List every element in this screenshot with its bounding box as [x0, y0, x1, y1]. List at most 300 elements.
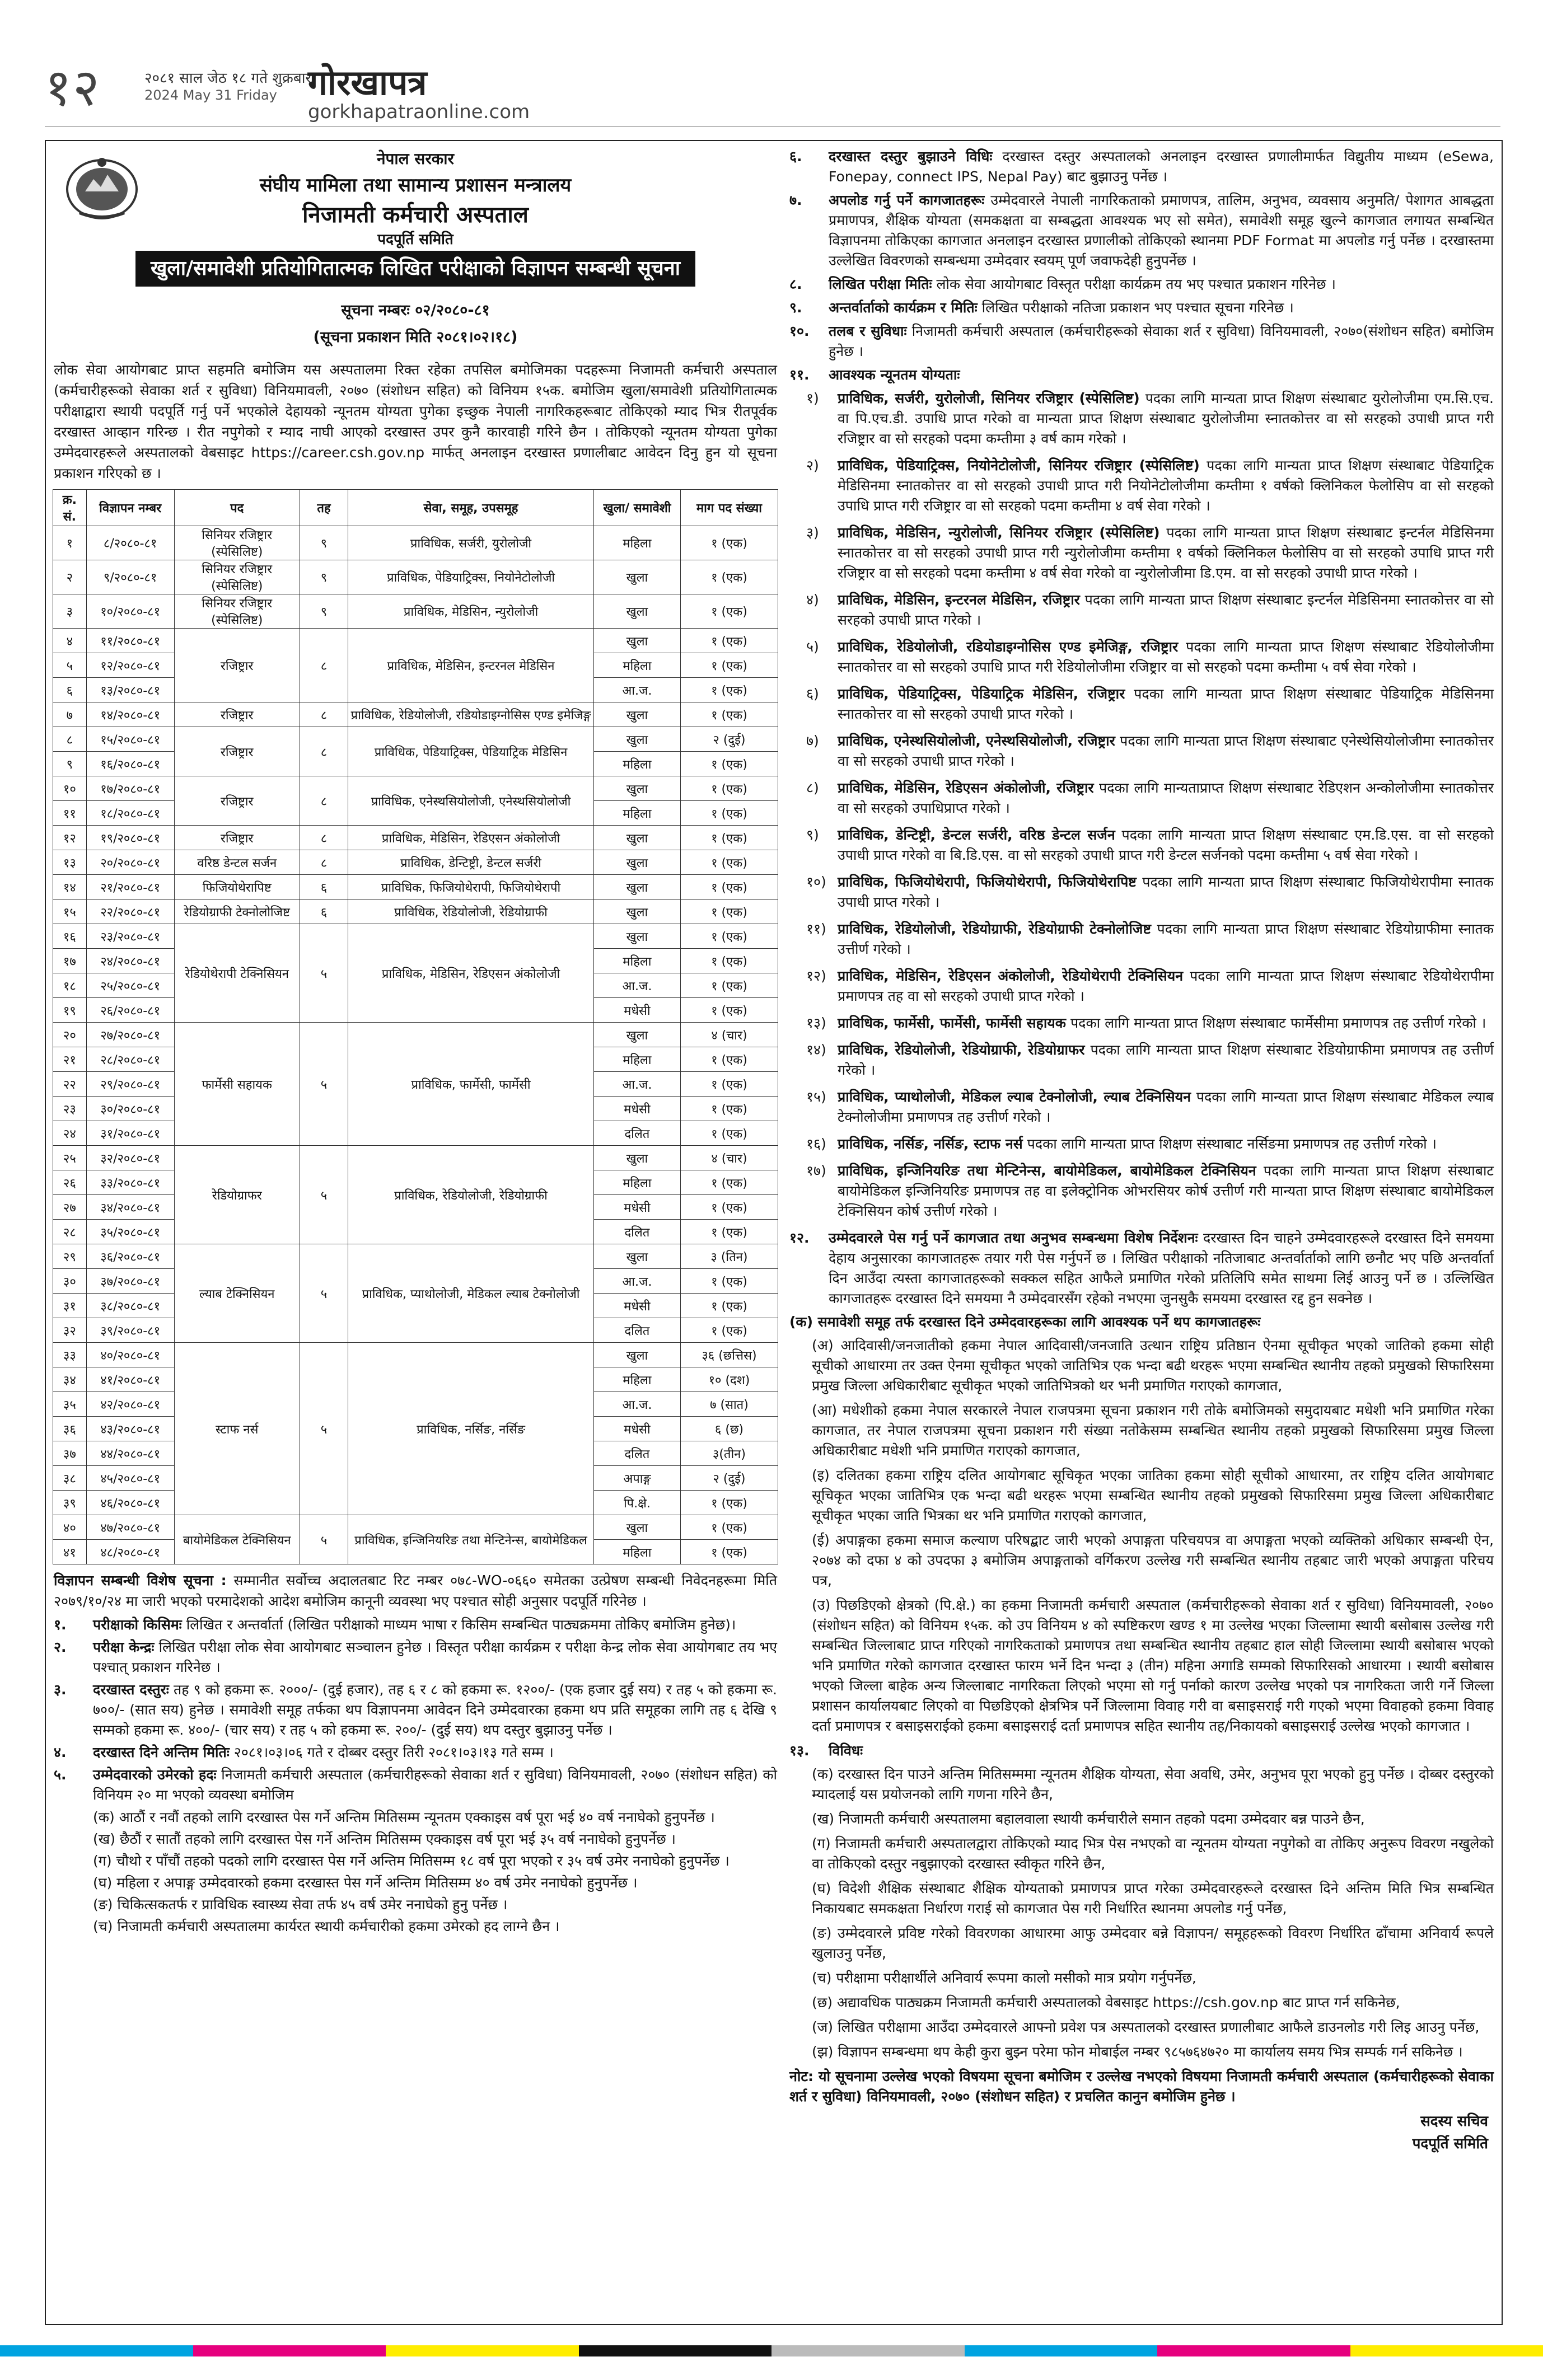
table-cell: प्राविधिक, रेडियोलोजी, रडियोडाइग्नोसिस एण्ड इमेजिङ्ग	[348, 702, 594, 727]
table-cell: १७	[53, 949, 87, 973]
table-cell: १ (एक)	[680, 1121, 778, 1146]
table-cell: २०	[53, 1023, 87, 1047]
table-cell: १६	[53, 924, 87, 949]
table-cell: ८	[300, 776, 348, 826]
table-cell: २०/२०८०-८१	[86, 850, 174, 875]
table-cell: ११/२०८०-८१	[86, 629, 174, 653]
table-cell: १ (एक)	[680, 1318, 778, 1343]
ministry-name: संघीय मामिला तथा सामान्य प्रशासन मन्त्रालय	[259, 174, 572, 196]
table-cell: महिला	[593, 1540, 680, 1564]
special-notice-text: सम्मानीत सर्वोच्च अदालतबाट रिट नम्बर ०७८-WO-०६६० समेतका उत्प्रेषण सम्बन्धी निवेदनहरूमा मिति २०७९/१०/२४ मा जारी भएको परमादेशको आदेश बमोजिम कानूनी व्यवस्था भए पश्चात सोही अनुसार पदपूर्ति गरिनेछ ।	[54, 1572, 777, 1609]
age-rule: (घ) महिला र अपाङ्ग उम्मेदवारको हकमा दरखास्त पेस गर्ने अन्तिम मितिसम्म ४० वर्ष उमेर ननाघेको हुनुपर्नेछ ।	[93, 1875, 638, 1891]
right-column	[789, 147, 1494, 2155]
table-cell: खुला	[593, 727, 680, 752]
table-cell: प्राविधिक, प्याथोलोजी, मेडिकल ल्याब टेक्नोलोजी	[348, 1244, 594, 1343]
table-cell: सिनियर रजिष्ट्रार (स्पेसिलिष्ट)	[174, 526, 300, 560]
table-cell: १५/२०८०-८१	[86, 727, 174, 752]
table-cell: महिला	[593, 1170, 680, 1195]
misc-rule: (ज) लिखित परीक्षामा आउँदा उम्मेदवारले आफ्नो प्रवेश पत्र अस्पतालको दरखास्त प्रणालीबाट आफैले डाउनलोड गरी लिइ आउनु पर्नेछ,	[812, 2019, 1480, 2035]
table-cell: ५	[300, 1244, 348, 1343]
table-cell: २८/२०८०-८१	[86, 1047, 174, 1072]
col-header-adv: विज्ञापन नम्बर	[86, 490, 174, 526]
table-cell: ३४/२०८०-८१	[86, 1195, 174, 1220]
qualification-item: १२) प्राविधिक, मेडिसिन, रेडिएसन अंकोलोजी, रेडियोथेरापी टेक्निसियन पदका लागि मान्यता प्राप्त शिक्षण संस्थाबाट रेडियोथेरापीमा प्रमाणपत्र तह वा सो सरहको उपाधी प्राप्त गरेको ।	[806, 968, 1494, 1004]
table-cell: खुला	[593, 702, 680, 727]
table-cell: खुला	[593, 875, 680, 899]
table-cell: ३६/२०८०-८१	[86, 1244, 174, 1269]
table-cell: १ (एक)	[680, 1097, 778, 1121]
table-cell: दलित	[593, 1318, 680, 1343]
table-cell: १६/२०८०-८१	[86, 752, 174, 776]
list-item: ५. उम्मेदवारको उमेरको हदः निजामती कर्मचारी अस्पताल (कर्मचारीहरूको सेवाका शर्त र सुविधा) विनियमावली, २०७० (संशोधन सहित) को विनियम २० मा भएको व्यवस्था बमोजिम	[54, 1767, 778, 1803]
table-cell: १९/२०८०-८१	[86, 826, 174, 850]
date-english: 2024 May 31 Friday	[144, 87, 277, 103]
qualification-item: ७) प्राविधिक, एनेस्थसियोलोजी, एनेस्थसियोलोजी, रजिष्ट्रार पदका लागि मान्यता प्राप्त शिक्षण संस्थाबाट एनेस्थेसियोलोजीमा स्नातकोत्तर वा सो सरहको उपाधी प्राप्त गरेको ।	[806, 733, 1494, 769]
table-cell: रजिष्ट्रार	[174, 727, 300, 776]
table-cell: १ (एक)	[680, 998, 778, 1023]
table-cell: रजिष्ट्रार	[174, 826, 300, 850]
table-cell: प्राविधिक, मेडिसिन, रेडिएसन अंकोलोजी	[348, 826, 594, 850]
list-item: २. परीक्षा केन्द्रः लिखित परीक्षा लोक सेवा आयोगबाट सञ्चालन हुनेछ । विस्तृत परीक्षा कार्यक्रम र परीक्षा केन्द्र लोक सेवा आयोगबाट तय भए पश्चात् प्रकाशन गरिनेछ ।	[54, 1639, 777, 1675]
table-cell: प्राविधिक, डेन्टिष्ट्री, डेन्टल सर्जरी	[348, 850, 594, 875]
table-cell: खुला	[593, 1146, 680, 1170]
table-cell: ४३/२०८०-८१	[86, 1417, 174, 1441]
table-cell: ८	[300, 850, 348, 875]
table-cell: १५	[53, 899, 87, 924]
notice-header	[52, 147, 779, 359]
table-cell: ८	[300, 727, 348, 776]
table-cell: ९	[300, 526, 348, 560]
table-row	[53, 1343, 778, 1367]
table-cell: खुला	[593, 560, 680, 594]
notice-title-banner: खुला/समावेशी प्रतियोगितात्मक लिखित परीक्षाको विज्ञापन सम्बन्धी सूचना	[135, 251, 695, 287]
qualification-item: २) प्राविधिक, पेडियाट्रिक्स, नियोनेटोलोजी, सिनियर रजिष्ट्रार (स्पेसिलिष्ट) पदका लागि मान्यता प्राप्त शिक्षण संस्थाबाट पेडियाट्रिक मेडिसिनमा स्नातकोत्तर वा सो सरहको उपाधी प्राप्त गरी नियोनेटोलोजीमा कम्तीमा १ वर्षको क्लिनिकल फेलोसिप वा सो सरहको उपाधि प्राप्त गरी रजिष्ट्रार वा सो सरहको पदमा कम्तीमा ४ वर्ष सेवा गरेको ।	[806, 457, 1494, 514]
masthead	[45, 50, 1500, 123]
print-registration-bar	[0, 2345, 1543, 2356]
qualification-item: ८) प्राविधिक, मेडिसिन, रेडिएसन अंकोलोजी, रजिष्ट्रार पदका लागि मान्यताप्राप्त शिक्षण संस्थाबाट रेडिएशन अन्कोलोजीमा स्नातकोत्तर वा सो सरहको उपाधिप्राप्त गरेको ।	[806, 780, 1494, 816]
table-cell: २२	[53, 1072, 87, 1097]
table-cell: ३३	[53, 1343, 87, 1367]
table-cell: खुला	[593, 1244, 680, 1269]
table-cell: ७	[53, 702, 87, 727]
table-cell: ४४/२०८०-८१	[86, 1441, 174, 1466]
age-rule: (क) आठौं र नवौं तहको लागि दरखास्त पेस गर्ने अन्तिम मितिसम्म न्यूनतम एक्काइस वर्ष पूरा भई ४० वर्ष ननाघेको हुनुपर्नेछ ।	[93, 1809, 715, 1825]
table-cell: १ (एक)	[680, 875, 778, 899]
table-row	[53, 1023, 778, 1047]
table-cell: ल्याब टेक्निसियन	[174, 1244, 300, 1343]
table-cell: ४	[53, 629, 87, 653]
table-cell: १०	[53, 776, 87, 801]
table-cell: बायोमेडिकल टेक्निसियन	[174, 1515, 300, 1564]
section-ka-heading: (क) समावेशी समूह तर्फ दरखास्त दिने उम्मेदवारहरूका लागि आवश्यक पर्ने थप कागजातहरूः	[789, 1314, 1261, 1330]
special-notice-label: विज्ञापन सम्बन्धी विशेष सूचना :	[54, 1572, 227, 1589]
govt-label: नेपाल सरकार	[376, 149, 455, 168]
table-cell: खुला	[593, 594, 680, 629]
table-cell: ३१/२०८०-८१	[86, 1121, 174, 1146]
table-row	[53, 899, 778, 924]
table-cell: महिला	[593, 801, 680, 826]
col-header-service: सेवा, समूह, उपसमूह	[348, 490, 594, 526]
table-cell: १ (एक)	[680, 1540, 778, 1564]
table-cell: प्राविधिक, नर्सिङ, नर्सिङ	[348, 1343, 594, 1515]
table-cell: ३५/२०८०-८१	[86, 1220, 174, 1244]
table-cell: खुला	[593, 1023, 680, 1047]
table-cell: प्राविधिक, रेडियोलोजी, रेडियोग्राफी	[348, 899, 594, 924]
table-row	[53, 594, 778, 629]
table-cell: ३८/२०८०-८१	[86, 1294, 174, 1318]
table-cell: ३५	[53, 1392, 87, 1417]
date-nepali: २०८१ साल जेठ १८ गते शुक्रबार	[144, 70, 312, 87]
signature-committee: पदपूर्ति समिति	[1412, 2135, 1488, 2152]
table-cell: मधेसी	[593, 1097, 680, 1121]
list-item: ३. दरखास्त दस्तुरः तह ९ को हकमा रू. २०००/- (दुई हजार), तह ६ र ८ को हकमा रू. १२००/- (एक हजार दुई सय) र तह ५ को हकमा रू. ७००/- (सात सय) हुनेछ । समावेशी समूह तर्फका थप विज्ञापनमा आवेदन दिने उम्मेदवारका हकमा थप प्रति समूहका लागि तह ६ देखि ९ सम्मको हकमा रू. ४००/- (चार सय) र तह ५ को हकमा रू. २००/- (दुई सय) थप दस्तुर बुझाउनु पर्नेछ ।	[54, 1681, 777, 1738]
qualification-item: ६) प्राविधिक, पेडियाट्रिक्स, पेडियाट्रिक मेडिसिन, रजिष्ट्रार पदका लागि मान्यता प्राप्त शिक्षण संस्थाबाट पेडियाट्रिक मेडिसिनमा स्नातकोत्तर वा सो सरहको उपाधी प्राप्त गरेको ।	[806, 686, 1494, 722]
table-cell: महिला	[593, 1367, 680, 1392]
table-row	[53, 826, 778, 850]
table-body	[53, 526, 778, 1564]
table-cell: ४ (चार)	[680, 1146, 778, 1170]
left-items	[54, 1615, 777, 1937]
table-cell: १ (एक)	[680, 949, 778, 973]
table-cell: २१/२०८०-८१	[86, 875, 174, 899]
qualification-item: ४) प्राविधिक, मेडिसिन, इन्टरनल मेडिसिन, रजिष्ट्रार पदका लागि मान्यता प्राप्त शिक्षण संस्थाबाट इन्टर्नल मेडिसिनमा स्नातकोत्तर वा सो सरहको उपाधी प्राप्त गरेको ।	[806, 592, 1494, 628]
table-cell: १ (एक)	[680, 801, 778, 826]
table-cell: ४१/२०८०-८१	[86, 1367, 174, 1392]
paper-name: गोरखापत्र	[308, 62, 427, 103]
table-cell: ३०/२०८०-८१	[86, 1097, 174, 1121]
table-cell: सिनियर रजिष्ट्रार (स्पेसिलिष्ट)	[174, 560, 300, 594]
table-cell: ४ (चार)	[680, 1023, 778, 1047]
hospital-name: निजामती कर्मचारी अस्पताल	[302, 202, 529, 228]
table-cell: प्राविधिक, मेडिसिन, इन्टरनल मेडिसिन	[348, 629, 594, 702]
table-cell: दलित	[593, 1220, 680, 1244]
table-cell: १ (एक)	[680, 1195, 778, 1220]
table-cell: ३ (तिन)	[680, 1244, 778, 1269]
table-cell: ६	[53, 678, 87, 702]
table-row	[53, 1515, 778, 1540]
doc-requirement: (आ) मधेशीको हकमा नेपाल सरकारले नेपाल राजपत्रमा सूचना प्रकाशन गरी तोके बमोजिमको समुदायबाट मधेशी भनि प्रमाणित गरेका कागजात, तर नेपाल राजपत्रमा सूचना प्रकाशन गरी संख्या नतोकेसम्म सम्बन्धित स्थानीय तहको प्रमुखको सिफारिसमा प्रमुख जिल्ला अधिकारीबाट मधेशी भनि प्रमाणित गराएको कागजात,	[812, 1402, 1494, 1459]
table-cell: १ (एक)	[680, 702, 778, 727]
page-number: १२	[45, 58, 101, 118]
table-cell: प्राविधिक, रेडियोलोजी, रेडियोग्राफी	[348, 1146, 594, 1244]
misc-rule: (च) परीक्षामा परीक्षार्थीले अनिवार्य रूपमा कालो मसीको मात्र प्रयोग गर्नुपर्नेछ,	[812, 1970, 1196, 1986]
col-header-post: पद	[174, 490, 300, 526]
table-cell: महिला	[593, 653, 680, 678]
left-column	[52, 147, 779, 1938]
table-cell: ४०	[53, 1515, 87, 1540]
qualification-item: ५) प्राविधिक, रेडियोलोजी, रडियोडाइग्नोसिस एण्ड इमेजिङ्ग, रजिष्ट्रार पदका लागि मान्यता प्राप्त शिक्षण संस्थाबाट रेडियोलोजीमा स्नातकोत्तर वा सो सरहको उपाधि प्राप्त गरी रेडियोलोजीमा रजिष्ट्रार वा सो सरहको पदमा कम्तीमा ५ वर्ष सेवा गरेको ।	[806, 639, 1494, 675]
table-cell: ४७/२०८०-८१	[86, 1515, 174, 1540]
table-cell: खुला	[593, 826, 680, 850]
table-cell: १२/२०८०-८१	[86, 653, 174, 678]
table-cell: ३३/२०८०-८१	[86, 1170, 174, 1195]
table-cell: सिनियर रजिष्ट्रार (स्पेसिलिष्ट)	[174, 594, 300, 629]
table-cell: रजिष्ट्रार	[174, 702, 300, 727]
table-cell: २ (दुई)	[680, 727, 778, 752]
list-item: ४. दरखास्त दिने अन्तिम मितिः २०८१।०३।०६ गते र दोब्बर दस्तुर तिरी २०८१।०३।१३ गते सम्म ।	[54, 1744, 554, 1760]
table-cell: आ.ज.	[593, 1269, 680, 1294]
table-cell: दलित	[593, 1121, 680, 1146]
qualifications-list	[789, 388, 1494, 1221]
table-cell: २५	[53, 1146, 87, 1170]
qualification-item: १७) प्राविधिक, इन्जिनियरिङ तथा मेन्टिनेन्स, बायोमेडिकल, बायोमेडिकल टेक्निसियन पदका लागि मान्यता प्राप्त शिक्षण संस्थाबाट बायोमेडिकल इन्जिनियरिङ प्रमाणपत्र तह वा इलेक्ट्रोनिक ओभरसियर कोर्ष उत्तीर्ण गरी मान्यता प्राप्त शिक्षण संस्थाबाट बायोमेडिकल टेक्निसियन कोर्ष उत्तीर्ण गरेको ।	[806, 1163, 1494, 1219]
table-cell: प्राविधिक, मेडिसिन, रेडिएसन अंकोलोजी	[348, 924, 594, 1023]
table-cell: १७/२०८०-८१	[86, 776, 174, 801]
doc-requirement: (इ) दलितका हकमा राष्ट्रिय दलित आयोगबाट सूचिकृत भएका जातिका हकमा सोही सूचीको आधारमा, तर राष्ट्रिय दलित आयोगबाट सूचिकृत भएका जातिभित्र एक भन्दा बढी थरहरू भएमा सम्बन्धित स्थानीय तहको प्रमुखको सिफारिसमा प्रमुख जिल्ला अधिकारीबाट सूचीकृत भएका जाति भित्रका थर भनि प्रमाणित गराएको कागजात,	[812, 1467, 1494, 1524]
table-header-row	[53, 490, 778, 526]
age-rule: (ङ) चिकित्सकतर्फ र प्राविधिक स्वास्थ्य सेवा तर्फ ४५ वर्ष उमेर ननाघेको हुनु पर्नेछ ।	[93, 1896, 508, 1913]
table-cell: ३६	[53, 1417, 87, 1441]
table-cell: ३(तीन)	[680, 1441, 778, 1466]
misc-rule: (ग) निजामती कर्मचारी अस्पतालद्वारा तोकिएको म्याद भित्र पेस नभएको वा न्यूनतम योग्यता नपुगेको वा तोकिए अनुरूप विवरण नखुलेको वा तोकिएको दस्तुर नबुझाएको दरखास्त स्वीकृत गरिने छैन,	[812, 1835, 1494, 1872]
table-cell: ४६/२०८०-८१	[86, 1491, 174, 1515]
table-cell: ९/२०८०-८१	[86, 560, 174, 594]
col-header-sn: क्र. सं.	[53, 490, 87, 526]
age-rule: (ख) छैठौं र सातौं तहको लागि दरखास्त पेस गर्ने अन्तिम मितिसम्म एक्काइस वर्ष पूरा भई ३५ वर्ष ननाघेको हुनुपर्नेछ ।	[93, 1831, 676, 1847]
table-cell: ६	[300, 875, 348, 899]
intro-paragraph: लोक सेवा आयोगबाट प्राप्त सहमति बमोजिम यस अस्पतालमा रिक्त रहेका तपसिल बमोजिमका पदहरूमा निजामती कर्मचारी अस्पताल (कर्मचारीहरूको सेवाका शर्त र सुविधा) विनियमावली, २०७० (संशोधन सहित) को विनियम १५क. बमोजिम खुला/समावेशी प्रतियोगितात्मक परीक्षाद्वारा स्थायी पदपूर्ति गर्नु पर्ने भएकोले देहायको न्यूनतम योग्यता पुगेका इच्छुक नेपाली नागरिकहरूबाट तोकिएको म्याद भित्र रीतपूर्वक दरखास्त आव्हान गरिन्छ । रीत नपुगेको र म्याद नाघी आएको दरखास्त उपर कुनै कारवाही गरिने छैन । तोकिएको न्यूनतम योग्यता पुगेका उम्मेदवारहरूले अस्पतालको वेबसाइट https://career.csh.gov.np मार्फत् अनलाइन दरखास्त प्रणालीबाट आवेदन दिनु हुन यो सूचना प्रकाशन गरिएको छ ।	[54, 362, 777, 481]
table-cell: खुला	[593, 1515, 680, 1540]
table-cell: ५	[300, 1146, 348, 1244]
notice-date: (सूचना प्रकाशन मिति २०८१।०२।१८)	[313, 329, 518, 346]
table-cell: ८	[300, 826, 348, 850]
table-cell: रजिष्ट्रार	[174, 629, 300, 702]
qualification-item: १४) प्राविधिक, रेडियोलोजी, रेडियोग्राफी, रेडियोग्राफर पदका लागि मान्यता प्राप्त शिक्षण संस्थाबाट रेडियोग्राफीमा प्रमाणपत्र तह उत्तीर्ण गरेको ।	[806, 1042, 1494, 1078]
table-cell: ११	[53, 801, 87, 826]
table-cell: प्राविधिक, मेडिसिन, न्युरोलोजी	[348, 594, 594, 629]
table-cell: १ (एक)	[680, 594, 778, 629]
table-cell: मधेसी	[593, 1195, 680, 1220]
table-cell: प्राविधिक, फिजियोथेरापी, फिजियोथेरापी	[348, 875, 594, 899]
notice-number: सूचना नम्बरः ०२/२०८०-८१	[341, 302, 490, 319]
table-cell: ४२/२०८०-८१	[86, 1392, 174, 1417]
table-cell: २९/२०८०-८१	[86, 1072, 174, 1097]
table-cell: १९	[53, 998, 87, 1023]
table-cell: प्राविधिक, इन्जिनियरिङ तथा मेन्टिनेन्स, बायोमेडिकल	[348, 1515, 594, 1564]
table-cell: १ (एक)	[680, 1047, 778, 1072]
table-cell: पि.क्षे.	[593, 1491, 680, 1515]
table-cell: खुला	[593, 629, 680, 653]
table-row	[53, 727, 778, 752]
table-cell: २६	[53, 1170, 87, 1195]
table-cell: १ (एक)	[680, 560, 778, 594]
qualification-item: १०) प्राविधिक, फिजियोथेरापी, फिजियोथेरापी, फिजियोथेरापिष्ट पदका लागि मान्यता प्राप्त शिक्षण संस्थाबाट फिजियोथेरापीमा स्नातक उपाधी प्राप्त गरेको ।	[806, 874, 1494, 910]
table-cell: महिला	[593, 526, 680, 560]
col-header-group: खुला/ समावेशी	[593, 490, 680, 526]
table-cell: ८	[53, 727, 87, 752]
table-cell: ९	[300, 560, 348, 594]
qualification-item: ९) प्राविधिक, डेन्टिष्ट्री, डेन्टल सर्जरी, वरिष्ठ डेन्टल सर्जन पदका लागि मान्यता प्राप्त शिक्षण संस्थाबाट एम.डि.एस. वा सो सरहको उपाधी प्राप्त गरेको वा बि.डि.एस. वा सो सरहको उपाधी प्राप्त गरी डेन्टल सर्जनको पदमा कम्तीमा ५ वर्ष सेवा गरेको ।	[806, 827, 1494, 863]
list-item: ७. अपलोड गर्नु पर्ने कागजातहरूः उम्मेदवारले नेपाली नागरिकताको प्रमाणपत्र, तालिम, अनुभव, व्यवसाय अनुमति/ पेशागत आबद्धता प्रमाणपत्र, शैक्षिक योग्यता (समकक्षता वा सम्बद्धता आवश्यक भए सो समेत), समावेशी समूह खुल्ने कागजात लगायत सम्बन्धित विज्ञापनमा तोकिएका कागजात अनलाइन दरखास्त प्रणालीको तोकिएको स्थानमा PDF Format मा अपलोड गर्नु पर्नेछ । दरखास्तमा उल्लेखित विवरणको सम्बन्धमा उम्मेदवार स्वयम् पूर्ण जवाफदेही हुनुपर्नेछ ।	[789, 192, 1494, 269]
table-cell: २९	[53, 1244, 87, 1269]
misc-rule: (ङ) उम्मेदवारले प्रविष्ट गरेको विवरणका आधारमा आफु उम्मेदवार बन्ने विज्ञापन/ समूहहरूको विवरण निर्धारित ढाँचामा अनिवार्य रूपले खुलाउनु पर्नेछ,	[812, 1925, 1494, 1961]
table-cell: ६ (छ)	[680, 1417, 778, 1441]
list-item: १. परीक्षाको किसिमः लिखित र अन्तर्वार्ता (लिखित परीक्षाको माध्यम भाषा र किसिम सम्बन्धित पाठ्यक्रममा तोकिए बमोजिम हुनेछ)।	[54, 1617, 736, 1633]
table-cell: ३	[53, 594, 87, 629]
table-cell: प्राविधिक, एनेस्थसियोलोजी, एनेस्थसियोलोजी	[348, 776, 594, 826]
qualification-item: ११) प्राविधिक, रेडियोलोजी, रेडियोग्राफी, रेडियोग्राफी टेक्नोलोजिष्ट पदका लागि मान्यता प्राप्त शिक्षण संस्थाबाट रेडियोग्राफीमा स्नातक उत्तीर्ण गरेको ।	[806, 921, 1494, 957]
table-cell: खुला	[593, 924, 680, 949]
table-cell: १ (एक)	[680, 973, 778, 998]
list-item: ९. अन्तर्वार्ताको कार्यक्रम र मितिः लिखित परीक्षाको नतिजा प्रकाशन भए पश्चात सूचना गरिनेछ ।	[789, 299, 1294, 316]
table-cell: २७/२०८०-८१	[86, 1023, 174, 1047]
list-item: ८. लिखित परीक्षा मितिः लोक सेवा आयोगबाट विस्तृत परीक्षा कार्यक्रम तय भए पश्चात प्रकाशन गरिनेछ ।	[789, 276, 1336, 292]
table-cell: १	[53, 526, 87, 560]
table-cell: ८/२०८०-८१	[86, 526, 174, 560]
table-cell: आ.ज.	[593, 678, 680, 702]
table-cell: १० (दश)	[680, 1367, 778, 1392]
table-cell: आ.ज.	[593, 1072, 680, 1097]
table-cell: प्राविधिक, फार्मेसी, फार्मेसी	[348, 1023, 594, 1146]
table-cell: ३८	[53, 1466, 87, 1491]
table-cell: ६	[300, 899, 348, 924]
table-row	[53, 702, 778, 727]
table-cell: २२/२०८०-८१	[86, 899, 174, 924]
table-row	[53, 924, 778, 949]
col-header-seats: माग पद संख्या	[680, 490, 778, 526]
table-cell: ८	[300, 629, 348, 702]
table-cell: १३	[53, 850, 87, 875]
table-cell: ४५/२०८०-८१	[86, 1466, 174, 1491]
signature-title: सदस्य सचिव	[1420, 2113, 1488, 2130]
table-cell: खुला	[593, 776, 680, 801]
table-cell: १ (एक)	[680, 1269, 778, 1294]
table-row	[53, 1146, 778, 1170]
table-cell: महिला	[593, 949, 680, 973]
table-cell: १३/२०८०-८१	[86, 678, 174, 702]
list-item: ११. आवश्यक न्यूनतम योग्यताः	[789, 367, 960, 383]
table-cell: प्राविधिक, सर्जरी, युरोलोजी	[348, 526, 594, 560]
table-cell: ३६ (छत्तिस)	[680, 1343, 778, 1367]
masthead-divider	[45, 126, 1500, 127]
table-cell: १ (एक)	[680, 1072, 778, 1097]
table-cell: ३२	[53, 1318, 87, 1343]
table-cell: २ (दुई)	[680, 1466, 778, 1491]
table-cell: महिला	[593, 1047, 680, 1072]
table-cell: १ (एक)	[680, 678, 778, 702]
list-item: १३. विविधः	[789, 1742, 863, 1759]
table-cell: प्राविधिक, पेडियाट्रिक्स, पेडियाट्रिक मेडिसिन	[348, 727, 594, 776]
table-cell: मधेसी	[593, 1417, 680, 1441]
table-cell: १ (एक)	[680, 1491, 778, 1515]
table-cell: १ (एक)	[680, 1170, 778, 1195]
table-cell: १ (एक)	[680, 653, 778, 678]
table-cell: दलित	[593, 1441, 680, 1466]
table-cell: ५	[300, 924, 348, 1023]
table-cell: ३२/२०८०-८१	[86, 1146, 174, 1170]
misc-rule: (छ) अद्यावधिक पाठ्यक्रम निजामती कर्मचारी अस्पतालको वेबसाइट https://csh.gov.np बाट प्राप्त गर्न सकिनेछ,	[812, 1994, 1400, 2011]
table-cell: २६/२०८०-८१	[86, 998, 174, 1023]
table-cell: १ (एक)	[680, 850, 778, 875]
table-cell: १८/२०८०-८१	[86, 801, 174, 826]
table-cell: मधेसी	[593, 998, 680, 1023]
doc-requirement: (ई) अपाङ्गका हकमा समाज कल्याण परिषद्बाट जारी भएको अपाङ्गता परिचयपत्र वा अपाङ्गता भएको व्यक्तिको अधिकार सम्बन्धी ऐन, २०७४ को दफा ४ को उपदफा ३ बमोजिम अपाङ्गताको वर्गिकरण उल्लेख गरी सम्बन्धित स्थानीय तहबाट जारी भएको अपाङ्गता परिचय पत्र,	[812, 1532, 1494, 1589]
table-cell: आ.ज.	[593, 973, 680, 998]
misc-rule: (क) दरखास्त दिन पाउने अन्तिम मितिसम्ममा न्यूनतम शैक्षिक योग्यता, सेवा अवधि, उमेर, अनुभव पूरा भएको हुनु पर्नेछ । दोब्बर दस्तुरको म्यादलाई यस प्रयोजनको लागि गणना गरिने छैन,	[812, 1766, 1494, 1802]
table-cell: १ (एक)	[680, 526, 778, 560]
table-cell: ५	[300, 1343, 348, 1515]
qualification-item: ३) प्राविधिक, मेडिसिन, न्युरोलोजी, सिनियर रजिष्ट्रार (स्पेसिलिष्ट) पदका लागि मान्यता प्राप्त शिक्षण संस्थाबाट इन्टर्नल मेडिसिनमा स्नातकोत्तर वा सो सरहको उपाधी प्राप्त गरी न्युरोलोजीमा कम्तीमा १ वर्षको क्लिनिकल फेलोसिप वा सो सरहको उपाधि प्राप्त गरी रजिष्ट्रार वा सो सरहको पदमा कम्तीमा ४ वर्ष सेवा गरेको वा न्युरोलोजीमा डि.एम. वा सो सरहको उपाधी प्राप्त गरेको ।	[806, 524, 1494, 581]
table-cell: महिला	[593, 752, 680, 776]
table-cell: १ (एक)	[680, 1294, 778, 1318]
table-cell: प्राविधिक, पेडियाट्रिक्स, नियोनेटोलोजी	[348, 560, 594, 594]
table-cell: १ (एक)	[680, 776, 778, 801]
table-cell: १२	[53, 826, 87, 850]
table-cell: मधेसी	[593, 1294, 680, 1318]
qualification-item: १३) प्राविधिक, फार्मेसी, फार्मेसी, फार्मेसी सहायक पदका लागि मान्यता प्राप्त शिक्षण संस्थाबाट फार्मेसीमा प्रमाणपत्र तह उत्तीर्ण गरेको ।	[806, 1015, 1486, 1031]
table-cell: ८	[300, 702, 348, 727]
table-cell: १ (एक)	[680, 752, 778, 776]
table-cell: २	[53, 560, 87, 594]
table-cell: फार्मेसी सहायक	[174, 1023, 300, 1146]
table-cell: ५	[300, 1515, 348, 1564]
qualification-item: १६) प्राविधिक, नर्सिङ, नर्सिङ, स्टाफ नर्स पदका लागि मान्यता प्राप्त शिक्षण संस्थाबाट नर्सिङमा प्रमाणपत्र तह उत्तीर्ण गरेको ।	[806, 1136, 1437, 1152]
table-row	[53, 526, 778, 560]
table-cell: खुला	[593, 850, 680, 875]
table-cell: १४/२०८०-८१	[86, 702, 174, 727]
doc-requirement: (अ) आदिवासी/जनजातीको हकमा नेपाल आदिवासी/जनजाति उत्थान राष्ट्रिय प्रतिष्ठान ऐनमा सूचीकृत भएको जातिको हकमा सोही सूचीको आधारमा तर उक्त ऐनमा सूचीकृत भएको जातिभित्र एक भन्दा बढी थरहरू भएमा सम्बन्धित स्थानीय तहको प्रमुखको सिफारिसमा प्रमुख जिल्ला अधिकारीबाट सूचीकृत भएको जातिभित्रको थर भनी प्रमाणित गराएको कागजात,	[812, 1337, 1494, 1394]
table-cell: स्टाफ नर्स	[174, 1343, 300, 1515]
table-cell: १ (एक)	[680, 899, 778, 924]
table-cell: ४१	[53, 1540, 87, 1564]
table-cell: रेडियोथेरापी टेक्निसियन	[174, 924, 300, 1023]
special-notice	[54, 1570, 777, 1611]
table-cell: २३/२०८०-८१	[86, 924, 174, 949]
table-cell: २३	[53, 1097, 87, 1121]
table-cell: १ (एक)	[680, 1515, 778, 1540]
vacancy-table	[53, 489, 778, 1564]
list-item: १०. तलब र सुविधाः निजामती कर्मचारी अस्पताल (कर्मचारीहरूको सेवाका शर्त र सुविधा) विनियमावली, २०७०(संशोधन सहित) बमोजिम हुनेछ ।	[789, 323, 1494, 359]
list-item: ६. दरखास्त दस्तुर बुझाउने विधिः दरखास्त दस्तुर अस्पतालको अनलाइन दरखास्त प्रणालीमार्फत विद्युतीय माध्यम (eSewa, Fonepay, connect IPS, Nepal Pay) बाट बुझाउनु पर्नेछ ।	[789, 148, 1494, 185]
list-item: १२. उम्मेदवारले पेस गर्नु पर्ने कागजात तथा अनुभव सम्बन्धमा विशेष निर्देशनः दरखास्त दिन चाहने उम्मेदवारहरूले दरखास्त दिने समयमा देहाय अनुसारका कागजातहरू तयार गरी पेस गर्नुपर्ने छ । लिखित परीक्षाको नतिजाबाट अन्तर्वार्ताको लागि छनौट भए पछि अन्तर्वार्ता दिन आउँदा त्यस्ता कागजातहरूको सक्कल सहित आफैले प्रमाणित गरेको प्रतिलिपि समेत साथमा लिई आउनु पर्ने छ । उल्लिखित कागजातहरू दरखास्त दिने समयमा नै उम्मेदवारसँग रहेको नभएमा जुनसुकै समयमा दरखास्त रद्द हुन सक्नेछ ।	[789, 1230, 1494, 1306]
col-header-level: तह	[300, 490, 348, 526]
table-cell: ३७	[53, 1441, 87, 1466]
table-cell: ४०/२०८०-८१	[86, 1343, 174, 1367]
table-row	[53, 776, 778, 801]
misc-rule: (झ) विज्ञापन सम्बन्धमा थप केही कुरा बुझ्न परेमा फोन मोबाईल नम्बर ९८५७६४७२० मा कार्यालय समय भित्र सम्पर्क गर्न सकिनेछ ।	[812, 2044, 1463, 2060]
signature-block	[789, 2110, 1488, 2155]
table-cell: २८	[53, 1220, 87, 1244]
table-row	[53, 1244, 778, 1269]
table-cell: फिजियोथेरापिष्ट	[174, 875, 300, 899]
table-cell: रेडियोग्राफी टेक्नोलोजिष्ट	[174, 899, 300, 924]
table-cell: ४८/२०८०-८१	[86, 1540, 174, 1564]
table-cell: २४/२०८०-८१	[86, 949, 174, 973]
table-cell: १०/२०८०-८१	[86, 594, 174, 629]
misc-rule: (घ) विदेशी शैक्षिक संस्थाबाट शैक्षिक योग्यताको प्रमाणपत्र प्राप्त गरेका उम्मेदवारहरूले दरखास्त दिने अन्तिम मिति भित्र सम्बन्धित निकायबाट समकक्षता निर्धारण गराई सो कागजात पेस गरी निर्धारित स्थानमा अपलोड गर्नु पर्नेछ,	[812, 1880, 1494, 1917]
table-cell: रजिष्ट्रार	[174, 776, 300, 826]
table-cell: ५	[53, 653, 87, 678]
paper-url: gorkhapatraonline.com	[308, 101, 530, 123]
table-cell: ३९/२०८०-८१	[86, 1318, 174, 1343]
table-cell: १८	[53, 973, 87, 998]
misc-rule: (ख) निजामती कर्मचारी अस्पतालमा बहालवाला स्थायी कर्मचारीले समान तहको पदमा उम्मेदवार बन्न पाउने छैन,	[812, 1811, 1365, 1827]
table-cell: ९	[53, 752, 87, 776]
age-rule: (च) निजामती कर्मचारी अस्पतालमा कार्यरत स्थायी कर्मचारीको हकमा उमेरको हद लाग्ने छैन ।	[93, 1918, 560, 1934]
table-cell: १ (एक)	[680, 826, 778, 850]
table-cell: ३९	[53, 1491, 87, 1515]
table-row	[53, 629, 778, 653]
table-cell: २४	[53, 1121, 87, 1146]
table-cell: १ (एक)	[680, 629, 778, 653]
qualification-item: १५) प्राविधिक, प्याथोलोजी, मेडिकल ल्याब टेक्नोलोजी, ल्याब टेक्निसियन पदका लागि मान्यता प्राप्त शिक्षण संस्थाबाट मेडिकल ल्याब टेक्नोलोजीमा प्रमाणपत्र तह उत्तीर्ण गरेको ।	[806, 1089, 1494, 1125]
committee-name: पदपूर्ति समिति	[377, 231, 453, 248]
table-cell: १ (एक)	[680, 1220, 778, 1244]
qualification-item: १) प्राविधिक, सर्जरी, युरोलोजी, सिनियर रजिष्ट्रार (स्पेसिलिष्ट) पदका लागि मान्यता प्राप्त शिक्षण संस्थाबाट युरोलोजीमा एम.सि.एच. वा पि.एच.डी. उपाधि प्राप्त गरेको वा मान्यता प्राप्त शिक्षण संस्थाबाट युरोलोजीमा स्नातकोत्तर वा सो सरहको उपाधी प्राप्त गरी रजिष्ट्रार वा सो सरहको पदमा कम्तीमा ३ वर्ष काम गरेको ।	[806, 390, 1494, 447]
table-cell: रेडियोग्राफर	[174, 1146, 300, 1244]
table-cell: ३१	[53, 1294, 87, 1318]
table-row	[53, 560, 778, 594]
